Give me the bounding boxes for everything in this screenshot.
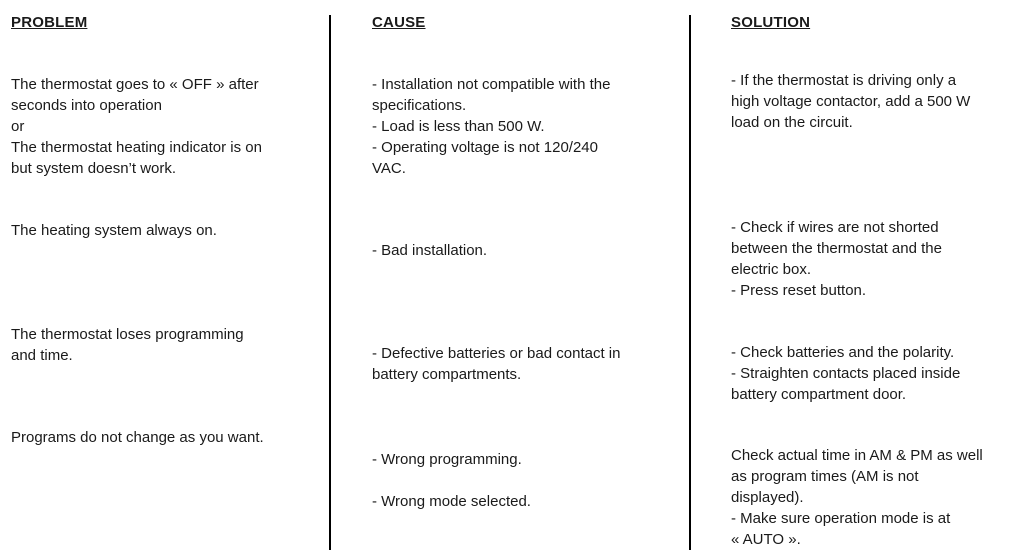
row-1-problem-line-2: seconds into operation bbox=[11, 97, 162, 114]
row-1-problem-line-4: The thermostat heating indicator is on bbox=[11, 139, 262, 156]
row-3-problem-line-2: and time. bbox=[11, 347, 73, 364]
row-2-solution-line-2: between the thermostat and the bbox=[731, 240, 942, 257]
row-1-problem-line-3: or bbox=[11, 118, 25, 135]
header-cause: CAUSE bbox=[372, 14, 426, 31]
row-1-cause-line-1: - Installation not compatible with the bbox=[372, 76, 611, 93]
row-2-solution-line-3: electric box. bbox=[731, 261, 812, 278]
column-divider-2 bbox=[689, 15, 691, 550]
row-2-solution-line-1: - Check if wires are not shorted bbox=[731, 219, 939, 236]
row-4-problem-line-1: Programs do not change as you want. bbox=[11, 429, 264, 446]
row-1-solution bbox=[731, 70, 970, 133]
row-2-solution-line-4: - Press reset button. bbox=[731, 282, 867, 299]
row-2-problem bbox=[11, 220, 217, 241]
row-3-solution-line-2: - Straighten contacts placed inside bbox=[731, 365, 961, 382]
row-4-cause-line-1: - Wrong programming. bbox=[372, 451, 522, 468]
row-4-solution-line-4: - Make sure operation mode is at bbox=[731, 510, 951, 527]
row-4-solution-line-3: displayed). bbox=[731, 489, 804, 506]
row-2-cause bbox=[372, 240, 487, 261]
row-4-solution-line-5: « AUTO ». bbox=[731, 531, 801, 548]
row-1-cause-line-4: - Operating voltage is not 120/240 bbox=[372, 139, 598, 156]
row-3-problem-line-1: The thermostat loses programming bbox=[11, 326, 244, 343]
row-3-cause bbox=[372, 343, 620, 385]
row-4-solution-line-2: as program times (AM is not bbox=[731, 468, 919, 485]
row-1-cause-line-5: VAC. bbox=[372, 160, 406, 177]
column-divider-1 bbox=[329, 15, 331, 550]
row-4-solution-line-1: Check actual time in AM & PM as well bbox=[731, 447, 983, 464]
row-2-solution bbox=[731, 217, 942, 301]
row-1-problem bbox=[11, 74, 262, 179]
row-4-cause-spacer bbox=[372, 470, 531, 491]
row-3-cause-line-2: battery compartments. bbox=[372, 366, 522, 383]
row-1-problem-line-1: The thermostat goes to « OFF » after bbox=[11, 76, 259, 93]
row-3-solution-line-1: - Check batteries and the polarity. bbox=[731, 344, 955, 361]
row-2-cause-line-1: - Bad installation. bbox=[372, 242, 488, 259]
row-1-cause-line-2: specifications. bbox=[372, 97, 467, 114]
row-1-cause bbox=[372, 74, 610, 179]
row-1-solution-line-1: - If the thermostat is driving only a bbox=[731, 72, 957, 89]
row-1-solution-line-3: load on the circuit. bbox=[731, 114, 853, 131]
row-4-solution bbox=[731, 445, 983, 550]
row-1-solution-line-2: high voltage contactor, add a 500 W bbox=[731, 93, 971, 110]
row-1-problem-line-5: but system doesn’t work. bbox=[11, 160, 177, 177]
row-3-solution-line-3: battery compartment door. bbox=[731, 386, 907, 403]
row-4-cause bbox=[372, 449, 531, 512]
row-2-problem-line-1: The heating system always on. bbox=[11, 222, 217, 239]
header-problem: PROBLEM bbox=[11, 14, 88, 31]
row-3-problem bbox=[11, 324, 244, 366]
row-3-solution bbox=[731, 342, 960, 405]
row-4-cause-line-2: - Wrong mode selected. bbox=[372, 493, 531, 510]
row-1-cause-line-3: - Load is less than 500 W. bbox=[372, 118, 545, 135]
header-solution: SOLUTION bbox=[731, 14, 811, 31]
row-4-problem bbox=[11, 427, 264, 448]
row-3-cause-line-1: - Defective batteries or bad contact in bbox=[372, 345, 621, 362]
